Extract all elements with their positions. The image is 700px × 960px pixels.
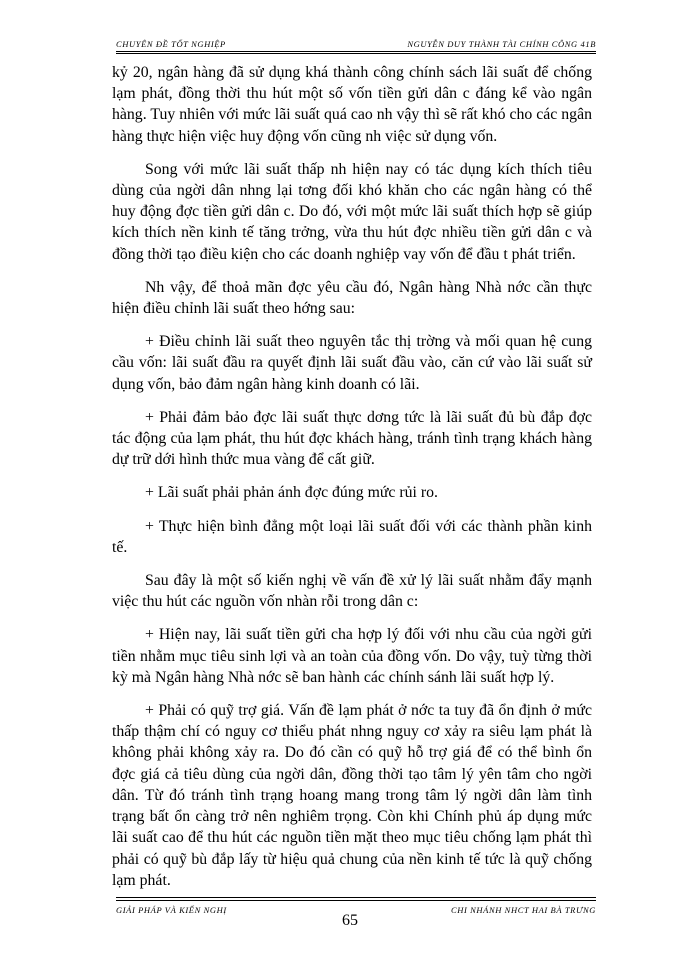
page-number: 65 [342, 912, 358, 929]
paragraph: Nh vậy, để thoả mãn đợc yêu cầu đó, Ngân hàng Nhà nớc cần thực hiện điều chỉnh lãi suất theo hớng sau: [112, 278, 592, 318]
paragraph: Sau đây là một số kiến nghị về vấn đề xử lý lãi suất nhằm đẩy mạnh việc thu hút các nguồn vốn nhàn rỗi trong dân c: [112, 572, 592, 611]
header-left-text: CHUYÊN ĐỀ TỐT NGHIỆP [116, 39, 226, 49]
paragraph: + Hiện nay, lãi suất tiền gửi cha hợp lý đối với nhu cầu của ngời gửi tiền nhằm mục tiêu sinh lợi và an toàn của đồng vốn. Do vậy, tuỳ từng thời kỳ mà Ngân hàng Nhà nớc sẽ ban hành các chính sánh lãi suất hợp lý. [112, 626, 592, 686]
paragraph: + Điều chỉnh lãi suất theo nguyên tắc thị trờng và mối quan hệ cung cầu vốn: lãi suất đầu ra quyết định lãi suất đầu vào, căn cứ vào lãi suất sử dụng vốn, bảo đảm ngân hàng kinh doanh có lãi. [112, 333, 592, 393]
paragraph: + Phải có quỹ trợ giá. Vấn đề lạm phát ở nớc ta tuy đã ổn định ở mức thấp thậm chí có nguy cơ thiểu phát nhng nguy cơ xảy ra siêu lạm phát là không phải không xảy ra. Do đó cần có quỹ hỗ trợ giá để có thể bình ổn đợc giá cả tiêu dùng của ngời dân, đồng thời tạo tâm lý yên tâm cho ngời dân. Từ đó tránh tình trạng hoang mang trong tâm lý ngời dân làm tình trạng bất ổn càng trở nên nghiêm trọng. Còn khi Chính phủ áp dụng mức lãi suất cao để thu hút các nguồn tiền mặt theo mục tiêu chống lạm phát thì phải có quỹ bù đắp lấy từ hiệu quả chung của nền kinh tế tức là quỹ chống lạm phát. [112, 702, 592, 889]
footer-left-text: GIẢI PHÁP VÀ KIẾN NGHỊ [116, 905, 227, 915]
paragraph: + Lãi suất phải phản ánh đợc đúng mức rủi ro. [145, 484, 438, 502]
running-header [116, 37, 596, 52]
body-text [112, 62, 592, 903]
footer-right-text: CHI NHÁNH NHCT HAI BÀ TRƯNG [450, 905, 596, 915]
paragraph: Song với mức lãi suất thấp nh hiện nay có tác dụng kích thích tiêu dùng của ngời dân nhng lại tơng đối khó khăn cho các ngân hàng có thể huy động đợc tiền gửi dân c. Do đó, với một mức lãi suất thích hợp sẽ giúp kích thích nền kinh tế tăng trởng, vừa thu hút đợc nhiều tiền gửi dân c và đồng thời tạo điều kiện cho các doanh nghiệp vay vốn để đầu t phát triển. [112, 160, 592, 263]
header-right-text: NGUYỄN DUY THÀNH TÀI CHÍNH CÔNG 41B [407, 39, 596, 49]
paragraph: + Phải đảm bảo đợc lãi suất thực dơng tức là lãi suất đủ bù đắp đợc tác động của lạm phát, thu hút đợc khách hàng, tránh tình trạng khách hàng dự trữ dới hình thức mua vàng để cất giữ. [112, 408, 592, 469]
paragraph: kỷ 20, ngân hàng đã sử dụng khá thành công chính sách lãi suất để chống lạm phát, đồng thời thu hút một số vốn tiền gửi dân c đáng kể vào ngân hàng. Tuy nhiên với mức lãi suất quá cao nh vậy thì sẽ rất khó cho các ngân hàng thực hiện việc huy động vốn cũng nh việc sử dụng vốn. [112, 64, 592, 145]
paragraph: + Thực hiện bình đẳng một loại lãi suất đối với các thành phần kinh tế. [112, 517, 592, 556]
